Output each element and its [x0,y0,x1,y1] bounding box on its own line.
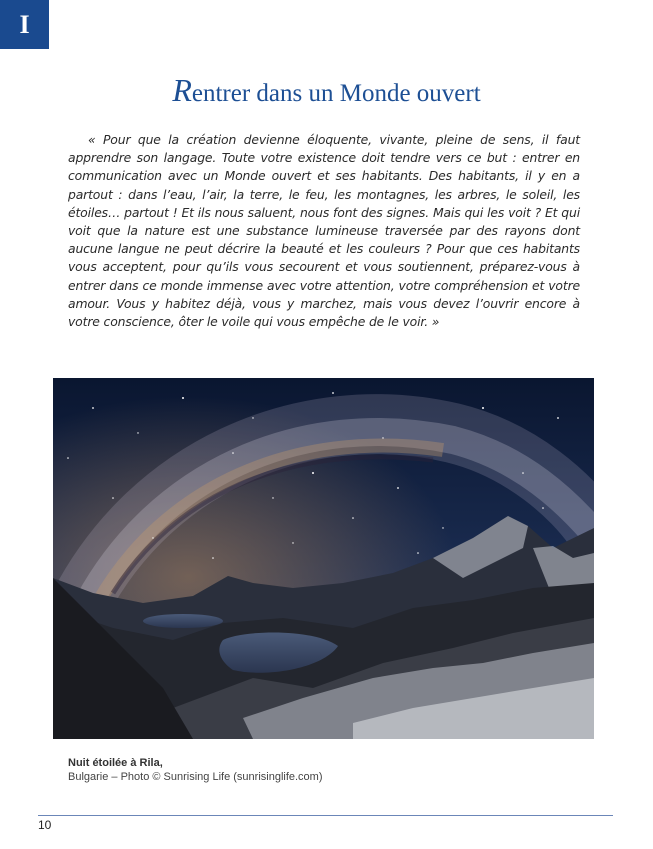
page-number: 10 [38,818,52,832]
photo-illustration [53,378,594,739]
caption-credit: Bulgarie – Photo © Sunrising Life (sunrisinglife.com) [68,771,323,783]
title-initial: R [172,72,192,108]
photo-caption [68,756,323,784]
quote-paragraph: « Pour que la création devienne éloquente, vivante, pleine de sens, il faut apprendre son langage. Toute votre existence doit tendre vers ce but : entrer en communication avec un Monde ouvert et ses habitants. Des habitants, il y en a partout : dans l’eau, l’air, la terre, le feu, les montagnes, les arbres, le soleil, les étoiles… partout ! Et ils nous saluent, nous font des signes. Mais qui les voit ? Et qui voit que la nature est une substance lumineuse traversée par des rayons dont aucune langue ne peut décrire la beauté et les couleurs ? Pour que ces habitants vous acceptent, pour qu’ils vous secourent et vous soutiennent, préparez-vous à entrer dans ce monde immense avec votre attention, votre compréhension et votre amour. Vous y habitez déjà, vous y marchez, mais vous devez l’ouvrir encore à votre conscience, ôter le voile qui vous empêche de le voir. » [68,132,580,330]
caption-title: Nuit étoilée à Rila, [68,757,163,769]
title-rest: entrer dans un Monde ouvert [191,80,481,107]
chapter-badge [0,0,49,49]
milky-way-photo [53,378,594,739]
page-title [0,72,653,109]
footer-rule [38,815,613,816]
chapter-label: I [19,9,30,39]
